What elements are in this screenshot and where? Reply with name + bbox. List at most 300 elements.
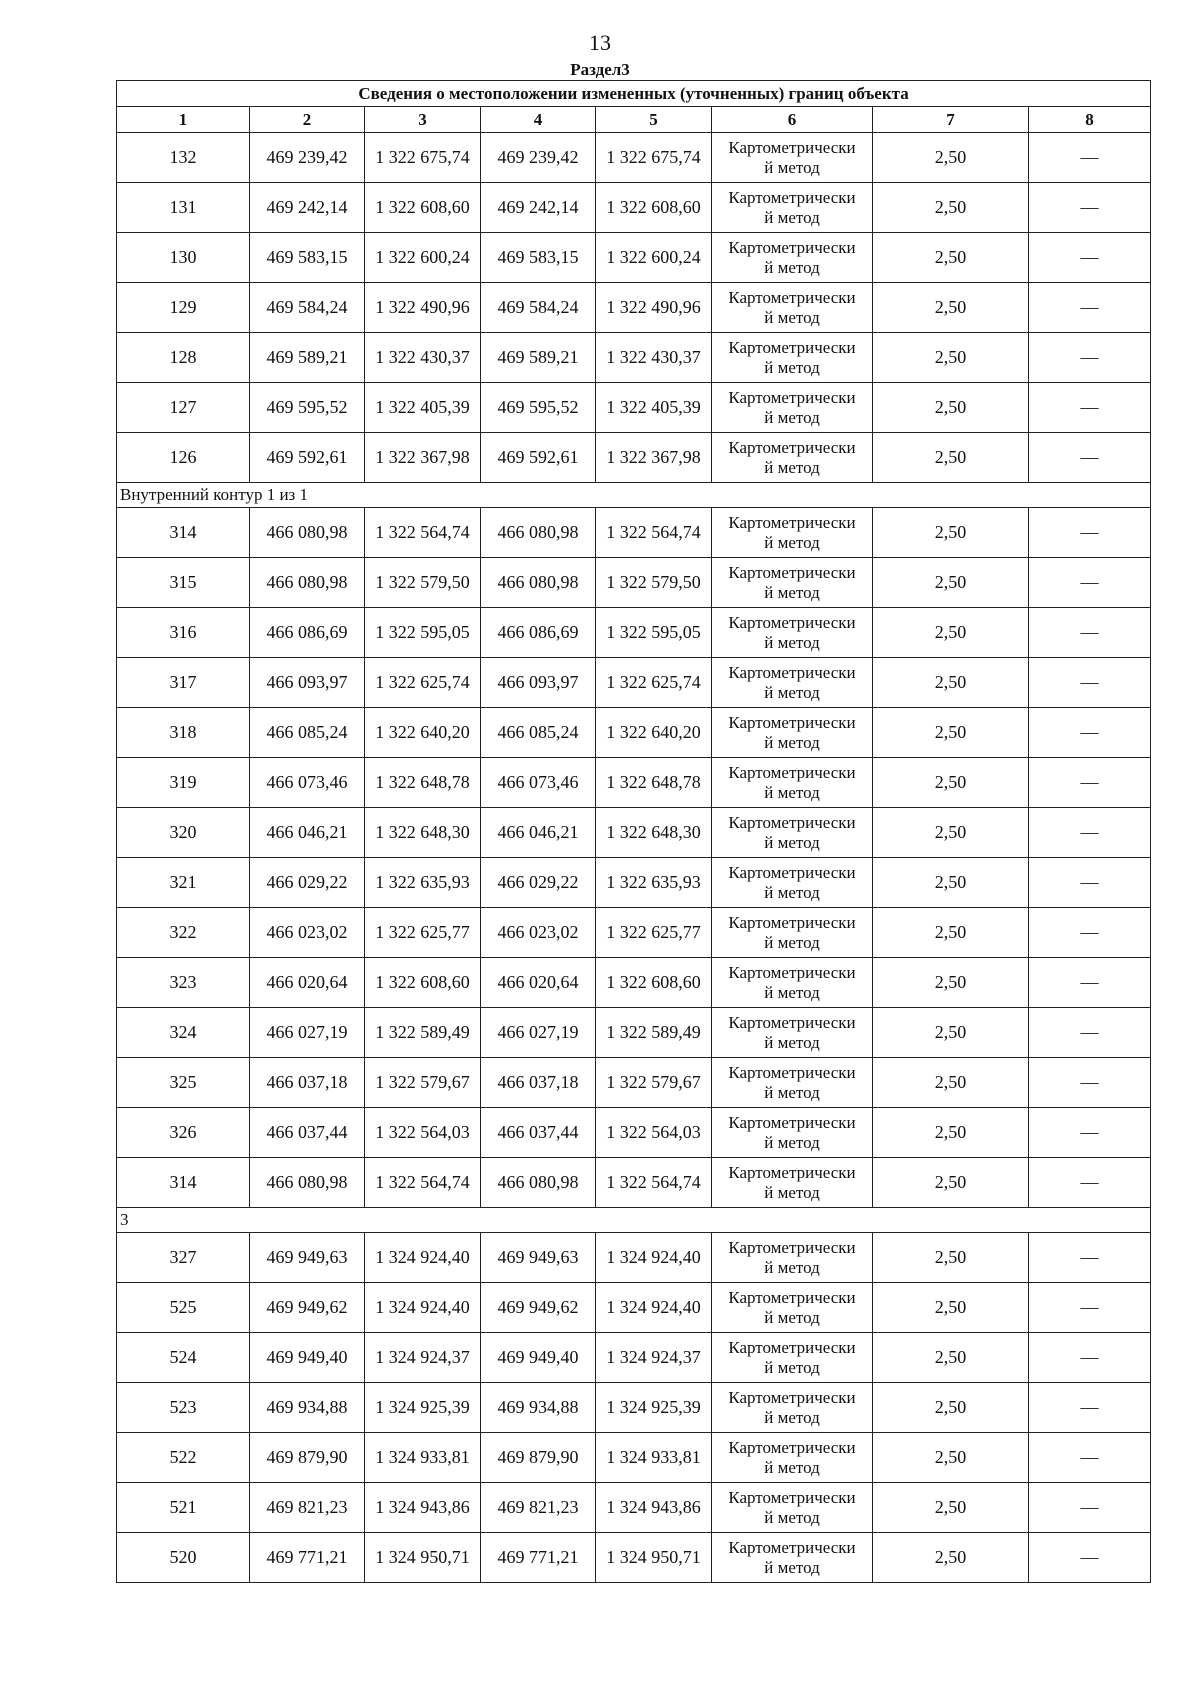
- table-row: [117, 1483, 1151, 1533]
- accuracy-cell: 2,50: [873, 133, 1029, 183]
- point-number-cell: 323: [117, 958, 250, 1008]
- y-old-cell: 1 322 564,74: [365, 1158, 481, 1208]
- description-cell: —: [1029, 608, 1151, 658]
- method-cell: [712, 508, 873, 558]
- y-new-cell: 1 324 943,86: [596, 1483, 712, 1533]
- table-row: [117, 1533, 1151, 1583]
- table-row: [117, 183, 1151, 233]
- point-number-cell: 525: [117, 1283, 250, 1333]
- y-new-cell: 1 322 608,60: [596, 183, 712, 233]
- method-cell: [712, 333, 873, 383]
- contour-group-label: Внутренний контур 1 из 1: [117, 483, 1151, 508]
- x-old-cell: 466 037,18: [250, 1058, 365, 1108]
- y-new-cell: 1 322 608,60: [596, 958, 712, 1008]
- table-row: [117, 383, 1151, 433]
- method-text-line1: Картометрически: [728, 1537, 856, 1557]
- method-text-line1: Картометрически: [728, 287, 856, 307]
- description-cell: —: [1029, 558, 1151, 608]
- method-text-line2: й метод: [764, 732, 820, 752]
- point-number-cell: 315: [117, 558, 250, 608]
- point-number-cell: 521: [117, 1483, 250, 1533]
- column-header-6: 6: [712, 107, 873, 133]
- x-old-cell: 466 046,21: [250, 808, 365, 858]
- method-text-line2: й метод: [764, 1357, 820, 1377]
- y-new-cell: 1 322 564,74: [596, 1158, 712, 1208]
- method-cell: [712, 1483, 873, 1533]
- y-old-cell: 1 322 608,60: [365, 958, 481, 1008]
- description-cell: —: [1029, 1483, 1151, 1533]
- point-number-cell: 131: [117, 183, 250, 233]
- x-new-cell: 469 821,23: [481, 1483, 596, 1533]
- table-row: [117, 1283, 1151, 1333]
- method-text-line1: Картометрически: [728, 662, 856, 682]
- description-cell: —: [1029, 658, 1151, 708]
- accuracy-cell: 2,50: [873, 858, 1029, 908]
- y-old-cell: 1 322 405,39: [365, 383, 481, 433]
- method-text-line1: Картометрически: [728, 862, 856, 882]
- accuracy-cell: 2,50: [873, 658, 1029, 708]
- description-cell: —: [1029, 708, 1151, 758]
- method-text-line1: Картометрически: [728, 1387, 856, 1407]
- x-new-cell: 466 080,98: [481, 558, 596, 608]
- column-header-8: 8: [1029, 107, 1151, 133]
- y-new-cell: 1 322 635,93: [596, 858, 712, 908]
- x-old-cell: 466 086,69: [250, 608, 365, 658]
- x-old-cell: 469 242,14: [250, 183, 365, 233]
- method-text-line2: й метод: [764, 257, 820, 277]
- table-row: [117, 1058, 1151, 1108]
- accuracy-cell: 2,50: [873, 183, 1029, 233]
- accuracy-cell: 2,50: [873, 1483, 1029, 1533]
- accuracy-cell: 2,50: [873, 1333, 1029, 1383]
- method-text-line2: й метод: [764, 307, 820, 327]
- description-cell: —: [1029, 183, 1151, 233]
- description-cell: —: [1029, 1008, 1151, 1058]
- method-text-line2: й метод: [764, 1507, 820, 1527]
- description-cell: —: [1029, 858, 1151, 908]
- table-row: [117, 1233, 1151, 1283]
- x-old-cell: 469 949,63: [250, 1233, 365, 1283]
- point-number-cell: 314: [117, 508, 250, 558]
- y-new-cell: 1 322 589,49: [596, 1008, 712, 1058]
- accuracy-cell: 2,50: [873, 1383, 1029, 1433]
- point-number-cell: 316: [117, 608, 250, 658]
- x-old-cell: 469 589,21: [250, 333, 365, 383]
- method-text-line1: Картометрически: [728, 512, 856, 532]
- accuracy-cell: 2,50: [873, 283, 1029, 333]
- y-old-cell: 1 322 595,05: [365, 608, 481, 658]
- method-text-line2: й метод: [764, 1457, 820, 1477]
- method-text-line1: Картометрически: [728, 1062, 856, 1082]
- y-new-cell: 1 322 640,20: [596, 708, 712, 758]
- y-new-cell: 1 322 579,50: [596, 558, 712, 608]
- method-text-line2: й метод: [764, 882, 820, 902]
- y-old-cell: 1 322 625,77: [365, 908, 481, 958]
- point-number-cell: 129: [117, 283, 250, 333]
- table-row: [117, 808, 1151, 858]
- method-text-line2: й метод: [764, 982, 820, 1002]
- y-new-cell: 1 322 564,03: [596, 1108, 712, 1158]
- point-number-cell: 523: [117, 1383, 250, 1433]
- y-old-cell: 1 322 430,37: [365, 333, 481, 383]
- description-cell: —: [1029, 1333, 1151, 1383]
- x-new-cell: 466 037,18: [481, 1058, 596, 1108]
- column-header-3: 3: [365, 107, 481, 133]
- y-new-cell: 1 322 648,30: [596, 808, 712, 858]
- y-old-cell: 1 322 625,74: [365, 658, 481, 708]
- y-new-cell: 1 324 924,40: [596, 1283, 712, 1333]
- x-new-cell: 469 242,14: [481, 183, 596, 233]
- x-new-cell: 466 073,46: [481, 758, 596, 808]
- point-number-cell: 520: [117, 1533, 250, 1583]
- y-old-cell: 1 324 950,71: [365, 1533, 481, 1583]
- method-cell: [712, 858, 873, 908]
- accuracy-cell: 2,50: [873, 1533, 1029, 1583]
- x-new-cell: 469 584,24: [481, 283, 596, 333]
- y-new-cell: 1 322 564,74: [596, 508, 712, 558]
- accuracy-cell: 2,50: [873, 1008, 1029, 1058]
- method-text-line1: Картометрически: [728, 1437, 856, 1457]
- description-cell: —: [1029, 958, 1151, 1008]
- description-cell: —: [1029, 383, 1151, 433]
- y-old-cell: 1 322 608,60: [365, 183, 481, 233]
- y-old-cell: 1 322 564,03: [365, 1108, 481, 1158]
- x-new-cell: 469 239,42: [481, 133, 596, 183]
- method-text-line1: Картометрически: [728, 187, 856, 207]
- accuracy-cell: 2,50: [873, 1158, 1029, 1208]
- y-new-cell: 1 322 405,39: [596, 383, 712, 433]
- method-cell: [712, 1283, 873, 1333]
- point-number-cell: 128: [117, 333, 250, 383]
- y-old-cell: 1 322 648,78: [365, 758, 481, 808]
- x-old-cell: 469 821,23: [250, 1483, 365, 1533]
- point-number-cell: 126: [117, 433, 250, 483]
- table-row: [117, 658, 1151, 708]
- method-text-line2: й метод: [764, 407, 820, 427]
- point-number-cell: 327: [117, 1233, 250, 1283]
- x-old-cell: 469 771,21: [250, 1533, 365, 1583]
- x-new-cell: 469 589,21: [481, 333, 596, 383]
- x-old-cell: 466 037,44: [250, 1108, 365, 1158]
- boundary-coordinates-table: [116, 80, 1151, 1583]
- method-text-line2: й метод: [764, 1307, 820, 1327]
- point-number-cell: 324: [117, 1008, 250, 1058]
- accuracy-cell: 2,50: [873, 558, 1029, 608]
- description-cell: —: [1029, 1108, 1151, 1158]
- method-cell: [712, 708, 873, 758]
- y-new-cell: 1 322 579,67: [596, 1058, 712, 1108]
- table-row: [117, 558, 1151, 608]
- method-text-line2: й метод: [764, 1032, 820, 1052]
- table-row: [117, 1383, 1151, 1433]
- x-new-cell: 466 029,22: [481, 858, 596, 908]
- column-header-5: 5: [596, 107, 712, 133]
- method-text-line1: Картометрически: [728, 1337, 856, 1357]
- y-new-cell: 1 324 924,37: [596, 1333, 712, 1383]
- x-new-cell: 466 027,19: [481, 1008, 596, 1058]
- x-new-cell: 466 093,97: [481, 658, 596, 708]
- y-new-cell: 1 324 933,81: [596, 1433, 712, 1483]
- x-old-cell: 469 949,40: [250, 1333, 365, 1383]
- x-old-cell: 469 595,52: [250, 383, 365, 433]
- accuracy-cell: 2,50: [873, 708, 1029, 758]
- y-new-cell: 1 324 924,40: [596, 1233, 712, 1283]
- table-row: [117, 908, 1151, 958]
- x-new-cell: 466 020,64: [481, 958, 596, 1008]
- y-old-cell: 1 322 648,30: [365, 808, 481, 858]
- table-row: [117, 133, 1151, 183]
- method-text-line2: й метод: [764, 157, 820, 177]
- y-new-cell: 1 322 600,24: [596, 233, 712, 283]
- method-text-line1: Картометрически: [728, 1287, 856, 1307]
- x-old-cell: 469 592,61: [250, 433, 365, 483]
- method-text-line1: Картометрически: [728, 137, 856, 157]
- accuracy-cell: 2,50: [873, 958, 1029, 1008]
- method-text-line1: Картометрически: [728, 1237, 856, 1257]
- method-text-line1: Картометрически: [728, 562, 856, 582]
- y-new-cell: 1 322 595,05: [596, 608, 712, 658]
- description-cell: —: [1029, 908, 1151, 958]
- accuracy-cell: 2,50: [873, 1058, 1029, 1108]
- x-new-cell: 466 080,98: [481, 508, 596, 558]
- point-number-cell: 524: [117, 1333, 250, 1383]
- point-number-cell: 320: [117, 808, 250, 858]
- table-row: [117, 433, 1151, 483]
- column-header-2: 2: [250, 107, 365, 133]
- table-caption: Сведения о местоположении измененных (уточненных) границ объекта: [117, 81, 1151, 107]
- accuracy-cell: 2,50: [873, 433, 1029, 483]
- method-text-line1: Картометрически: [728, 1162, 856, 1182]
- method-text-line1: Картометрически: [728, 762, 856, 782]
- accuracy-cell: 2,50: [873, 508, 1029, 558]
- x-old-cell: 469 949,62: [250, 1283, 365, 1333]
- method-text-line1: Картометрически: [728, 237, 856, 257]
- table-row: [117, 758, 1151, 808]
- x-new-cell: 469 949,63: [481, 1233, 596, 1283]
- method-cell: [712, 1108, 873, 1158]
- y-old-cell: 1 324 924,40: [365, 1233, 481, 1283]
- description-cell: —: [1029, 758, 1151, 808]
- method-cell: [712, 183, 873, 233]
- x-old-cell: 469 879,90: [250, 1433, 365, 1483]
- y-old-cell: 1 322 589,49: [365, 1008, 481, 1058]
- x-old-cell: 466 085,24: [250, 708, 365, 758]
- x-old-cell: 469 583,15: [250, 233, 365, 283]
- method-text-line2: й метод: [764, 1082, 820, 1102]
- method-text-line1: Картометрически: [728, 962, 856, 982]
- y-old-cell: 1 322 675,74: [365, 133, 481, 183]
- method-text-line1: Картометрически: [728, 1112, 856, 1132]
- x-new-cell: 469 949,62: [481, 1283, 596, 1333]
- description-cell: —: [1029, 433, 1151, 483]
- x-new-cell: 469 583,15: [481, 233, 596, 283]
- method-cell: [712, 233, 873, 283]
- accuracy-cell: 2,50: [873, 758, 1029, 808]
- accuracy-cell: 2,50: [873, 1233, 1029, 1283]
- point-number-cell: 319: [117, 758, 250, 808]
- table-row: [117, 283, 1151, 333]
- y-old-cell: 1 322 640,20: [365, 708, 481, 758]
- description-cell: —: [1029, 808, 1151, 858]
- method-text-line2: й метод: [764, 1132, 820, 1152]
- method-cell: [712, 1433, 873, 1483]
- y-old-cell: 1 322 564,74: [365, 508, 481, 558]
- method-cell: [712, 658, 873, 708]
- x-old-cell: 466 093,97: [250, 658, 365, 708]
- x-old-cell: 466 080,98: [250, 1158, 365, 1208]
- x-old-cell: 469 934,88: [250, 1383, 365, 1433]
- method-cell: [712, 808, 873, 858]
- point-number-cell: 522: [117, 1433, 250, 1483]
- method-cell: [712, 1058, 873, 1108]
- y-old-cell: 1 324 943,86: [365, 1483, 481, 1533]
- y-new-cell: 1 324 950,71: [596, 1533, 712, 1583]
- contour-group-label: 3: [117, 1208, 1151, 1233]
- y-new-cell: 1 322 625,77: [596, 908, 712, 958]
- description-cell: —: [1029, 133, 1151, 183]
- accuracy-cell: 2,50: [873, 383, 1029, 433]
- method-text-line1: Картометрически: [728, 1012, 856, 1032]
- accuracy-cell: 2,50: [873, 333, 1029, 383]
- y-old-cell: 1 324 924,40: [365, 1283, 481, 1333]
- method-text-line2: й метод: [764, 1182, 820, 1202]
- method-text-line2: й метод: [764, 357, 820, 377]
- x-old-cell: 466 080,98: [250, 558, 365, 608]
- table-row: [117, 1333, 1151, 1383]
- accuracy-cell: 2,50: [873, 908, 1029, 958]
- column-header-7: 7: [873, 107, 1029, 133]
- method-text-line2: й метод: [764, 1407, 820, 1427]
- y-new-cell: 1 322 490,96: [596, 283, 712, 333]
- description-cell: —: [1029, 233, 1151, 283]
- description-cell: —: [1029, 1533, 1151, 1583]
- point-number-cell: 326: [117, 1108, 250, 1158]
- method-text-line1: Картометрически: [728, 1487, 856, 1507]
- accuracy-cell: 2,50: [873, 1283, 1029, 1333]
- method-cell: [712, 1158, 873, 1208]
- method-cell: [712, 558, 873, 608]
- method-text-line2: й метод: [764, 632, 820, 652]
- point-number-cell: 317: [117, 658, 250, 708]
- description-cell: —: [1029, 1283, 1151, 1333]
- table-row: [117, 958, 1151, 1008]
- method-text-line2: й метод: [764, 932, 820, 952]
- method-text-line2: й метод: [764, 582, 820, 602]
- y-old-cell: 1 322 579,67: [365, 1058, 481, 1108]
- x-old-cell: 466 027,19: [250, 1008, 365, 1058]
- method-cell: [712, 1333, 873, 1383]
- method-text-line2: й метод: [764, 832, 820, 852]
- x-new-cell: 466 086,69: [481, 608, 596, 658]
- y-new-cell: 1 322 675,74: [596, 133, 712, 183]
- description-cell: —: [1029, 1383, 1151, 1433]
- x-old-cell: 466 029,22: [250, 858, 365, 908]
- x-old-cell: 466 073,46: [250, 758, 365, 808]
- table-row: [117, 1108, 1151, 1158]
- y-old-cell: 1 324 924,37: [365, 1333, 481, 1383]
- method-cell: [712, 433, 873, 483]
- x-new-cell: 469 949,40: [481, 1333, 596, 1383]
- method-text-line2: й метод: [764, 682, 820, 702]
- x-old-cell: 469 584,24: [250, 283, 365, 333]
- method-cell: [712, 133, 873, 183]
- method-text-line2: й метод: [764, 782, 820, 802]
- y-old-cell: 1 322 367,98: [365, 433, 481, 483]
- y-old-cell: 1 322 579,50: [365, 558, 481, 608]
- y-new-cell: 1 324 925,39: [596, 1383, 712, 1433]
- description-cell: —: [1029, 1233, 1151, 1283]
- x-old-cell: 466 020,64: [250, 958, 365, 1008]
- x-old-cell: 469 239,42: [250, 133, 365, 183]
- point-number-cell: 325: [117, 1058, 250, 1108]
- method-text-line1: Картометрически: [728, 387, 856, 407]
- x-new-cell: 469 879,90: [481, 1433, 596, 1483]
- y-new-cell: 1 322 367,98: [596, 433, 712, 483]
- description-cell: —: [1029, 1058, 1151, 1108]
- description-cell: —: [1029, 508, 1151, 558]
- y-old-cell: 1 322 490,96: [365, 283, 481, 333]
- method-text-line1: Картометрически: [728, 437, 856, 457]
- table-row: [117, 608, 1151, 658]
- description-cell: —: [1029, 1433, 1151, 1483]
- x-new-cell: 469 771,21: [481, 1533, 596, 1583]
- description-cell: —: [1029, 333, 1151, 383]
- x-new-cell: 466 085,24: [481, 708, 596, 758]
- x-new-cell: 466 046,21: [481, 808, 596, 858]
- method-cell: [712, 383, 873, 433]
- table-row: [117, 1158, 1151, 1208]
- point-number-cell: 322: [117, 908, 250, 958]
- section-title: Раздел3: [570, 60, 630, 79]
- method-cell: [712, 758, 873, 808]
- table-row: [117, 333, 1151, 383]
- method-cell: [712, 1233, 873, 1283]
- x-old-cell: 466 080,98: [250, 508, 365, 558]
- method-cell: [712, 1533, 873, 1583]
- y-old-cell: 1 324 925,39: [365, 1383, 481, 1433]
- table-row: [117, 1008, 1151, 1058]
- description-cell: —: [1029, 1158, 1151, 1208]
- y-old-cell: 1 324 933,81: [365, 1433, 481, 1483]
- accuracy-cell: 2,50: [873, 1433, 1029, 1483]
- accuracy-cell: 2,50: [873, 233, 1029, 283]
- contour-group-row: [117, 1208, 1151, 1233]
- column-header-4: 4: [481, 107, 596, 133]
- method-cell: [712, 958, 873, 1008]
- accuracy-cell: 2,50: [873, 808, 1029, 858]
- table-row: [117, 508, 1151, 558]
- method-text-line1: Картометрически: [728, 712, 856, 732]
- y-new-cell: 1 322 625,74: [596, 658, 712, 708]
- method-text-line2: й метод: [764, 207, 820, 227]
- accuracy-cell: 2,50: [873, 1108, 1029, 1158]
- y-old-cell: 1 322 635,93: [365, 858, 481, 908]
- table-row: [117, 858, 1151, 908]
- x-new-cell: 466 023,02: [481, 908, 596, 958]
- method-cell: [712, 1008, 873, 1058]
- point-number-cell: 130: [117, 233, 250, 283]
- table-row: [117, 233, 1151, 283]
- method-text-line2: й метод: [764, 1257, 820, 1277]
- accuracy-cell: 2,50: [873, 608, 1029, 658]
- y-old-cell: 1 322 600,24: [365, 233, 481, 283]
- x-new-cell: 466 080,98: [481, 1158, 596, 1208]
- table-row: [117, 1433, 1151, 1483]
- point-number-cell: 318: [117, 708, 250, 758]
- method-text-line1: Картометрически: [728, 337, 856, 357]
- column-header-1: 1: [117, 107, 250, 133]
- method-text-line2: й метод: [764, 1557, 820, 1577]
